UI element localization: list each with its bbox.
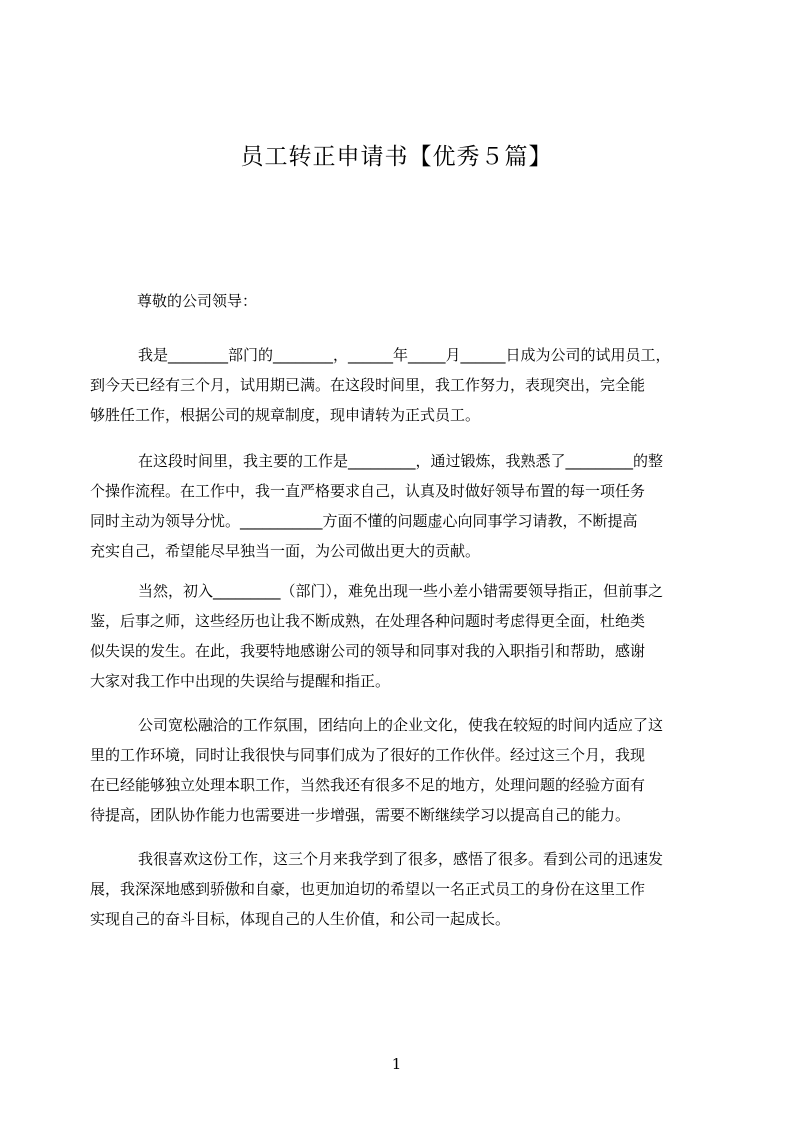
- paragraph-1: [90, 340, 702, 430]
- paragraph-line: 大家对我工作中出现的失误给与提醒和指正。: [90, 672, 391, 690]
- paragraph-line: 里的工作环境，同时让我很快与同事们成为了很好的工作伙伴。经过这三个月，我现: [90, 746, 646, 764]
- paragraph-line: 实现自己的奋斗目标，体现自己的人生价值，和公司一起成长。: [90, 910, 511, 928]
- paragraph-line: 到今天已经有三个月，试用期已满。在这段时间里，我工作努力，表现突出，完全能: [90, 376, 646, 394]
- paragraph-3: [90, 576, 702, 696]
- paragraph-line: 当然，初入_________（部门），难免出现一些小差小错需要领导指正，但前事之: [138, 582, 664, 600]
- paragraph-line: 个操作流程。在工作中，我一直严格要求自己，认真及时做好领导布置的每一项任务: [90, 482, 646, 500]
- paragraph-line: 同时主动为领导分忧。___________方面不懂的问题虚心向同事学习请教，不断提高: [90, 512, 638, 530]
- page-number: 1: [391, 1055, 402, 1073]
- paragraph-4: [90, 710, 702, 830]
- paragraph-line: 在已经能够独立处理本职工作，当然我还有很多不足的地方，处理问题的经验方面有: [90, 776, 646, 794]
- paragraph-line: 在这段时间里，我主要的工作是_________，通过锻炼，我熟悉了_________的整: [138, 452, 664, 470]
- paragraph-line: 待提高，团队协作能力也需要进一步增强，需要不断继续学习以提高自己的能力。: [90, 806, 631, 824]
- paragraph-line: 鉴，后事之师，这些经历也让我不断成熟，在处理各种问题时考虑得更全面，杜绝类: [90, 612, 646, 630]
- paragraph-line: 似失误的发生。在此，我要特地感谢公司的领导和同事对我的入职指引和帮助，感谢: [90, 642, 646, 660]
- salutation: 尊敬的公司领导：: [137, 292, 258, 310]
- paragraph-5: [90, 844, 702, 934]
- paragraph-line: 公司宽松融洽的工作氛围，团结向上的企业文化，使我在较短的时间内适应了这: [138, 716, 664, 734]
- paragraph-line: 我是________部门的________，______年_____月______日成为公司的试用员工，: [138, 346, 671, 364]
- paragraph-line: 够胜任工作，根据公司的规章制度，现申请转为正式员工。: [90, 406, 481, 424]
- paragraph-line: 我很喜欢这份工作，这三个月来我学到了很多，感悟了很多。看到公司的迅速发: [138, 850, 664, 868]
- paragraph-line: 充实自己，希望能尽早独当一面，为公司做出更大的贡献。: [90, 542, 481, 560]
- document-title: 员工转正申请书【优秀５篇】: [240, 144, 553, 170]
- paragraph-line: 展，我深深地感到骄傲和自豪，也更加迫切的希望以一名正式员工的身份在这里工作: [90, 880, 646, 898]
- paragraph-2: [90, 446, 702, 566]
